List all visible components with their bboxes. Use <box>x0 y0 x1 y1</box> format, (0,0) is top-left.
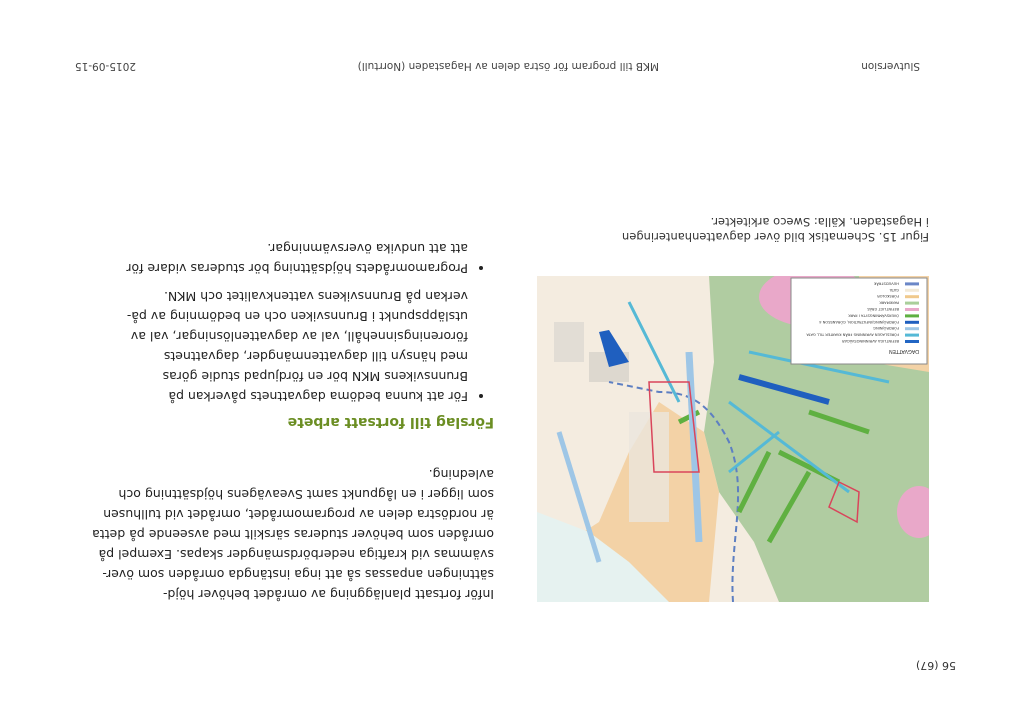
intro-line: svämmas vid kraftiga nederbördsmängder skapas. Exempel på <box>98 547 494 562</box>
legend-label: PARKMARK <box>879 300 899 305</box>
bullet-line: föroreningsinnehåll, val av dagvattenlösningar, val av <box>130 329 468 344</box>
header-date: 2015-09-15 <box>74 60 136 72</box>
figure-caption <box>529 214 929 244</box>
legend-label: BEFINTLIGA AVRINNINGSVÄGAR <box>842 339 899 343</box>
header-title: MKB till program för östra delen av Hagastaden (Norrtull) <box>357 60 659 72</box>
legend-label: ÖVERSVÄMNINGSYTA I PARK <box>848 313 899 318</box>
intro-line: Inför fortsatt planläggning av området behöver höjd- <box>162 587 494 602</box>
legend-label: BEFINTLIGT GRÄS <box>867 307 899 311</box>
legend-swatch <box>905 289 919 292</box>
bullet-line: med hänsyn till dagvattenmängder, dagvattnets <box>163 349 468 364</box>
bullet-line: verkan på Brunnsvikens vattenkvalitet och MKN. <box>163 289 468 304</box>
intro-line: är nordöstra delen av programområdet, området vid tullhusen <box>103 507 494 522</box>
section-heading: Förslag till fortsatt arbete <box>287 414 494 430</box>
intro-line: sättningen anpassas så att inga instängda områden som över- <box>102 567 494 582</box>
text-column <box>94 230 494 604</box>
intro-line: som ligger i en lågpunkt samt Sveavägens höjdsättning och <box>118 487 494 502</box>
legend-swatch <box>905 314 919 317</box>
legend-swatch <box>905 321 919 324</box>
building-block <box>629 412 669 522</box>
map-legend <box>791 278 927 364</box>
legend-label: FÖRSKOLOR <box>877 294 899 299</box>
stormwater-map <box>537 276 929 602</box>
list-item <box>94 286 468 406</box>
caption-line-2: i Hagastaden. Källa: Sweco arkitekter. <box>710 215 929 229</box>
legend-label: FÖRESLAGEN AVRINNING FRÅN KVARTER TILL GATA <box>806 332 899 337</box>
bullet-line: att att undvika översvämningar. <box>267 241 468 256</box>
legend-swatch <box>905 340 919 343</box>
intro-paragraph <box>94 464 494 604</box>
legend-swatch <box>905 308 919 311</box>
legend-label: HUVUDSTRÅK <box>874 281 899 286</box>
bullet-line: • Programområdets höjdsättning bör studeras vidare för <box>126 261 468 276</box>
header-version: Slutversion <box>861 60 920 72</box>
building-block <box>554 322 584 362</box>
caption-line-1: Figur 15. Schematisk bild över dagvattenhanteringen <box>621 230 929 244</box>
bullet-line: utsläppspunkt i Brunnsviken och en bedömning av på- <box>126 309 468 324</box>
stormwater-map-figure <box>537 276 929 602</box>
legend-swatch <box>905 327 919 330</box>
bullet-line: • För att kunna bedöma dagvattnets påverkan på <box>168 389 468 404</box>
legend-swatch <box>905 334 919 337</box>
bullet-line: Brunnsvikens MKN bör en fördjupad studie göras <box>162 369 468 384</box>
legend-swatch <box>905 282 919 285</box>
page-number: 56 (67) <box>915 659 956 672</box>
legend-label: GATA <box>889 287 899 292</box>
list-item <box>94 238 468 278</box>
intro-line: områden som behöver studeras särskilt med avseende på detta <box>92 527 494 542</box>
legend-swatch <box>905 302 919 305</box>
recommendation-list <box>94 238 494 406</box>
legend-title: DAGVATTEN <box>888 348 919 354</box>
legend-swatch <box>905 295 919 298</box>
legend-label: FÖRDRÖJNING/INFILTRATION, GÖRANSSON 4 <box>819 319 899 324</box>
intro-line: avledning. <box>428 467 494 482</box>
legend-label: FÖRDRÖJNING <box>873 326 899 331</box>
